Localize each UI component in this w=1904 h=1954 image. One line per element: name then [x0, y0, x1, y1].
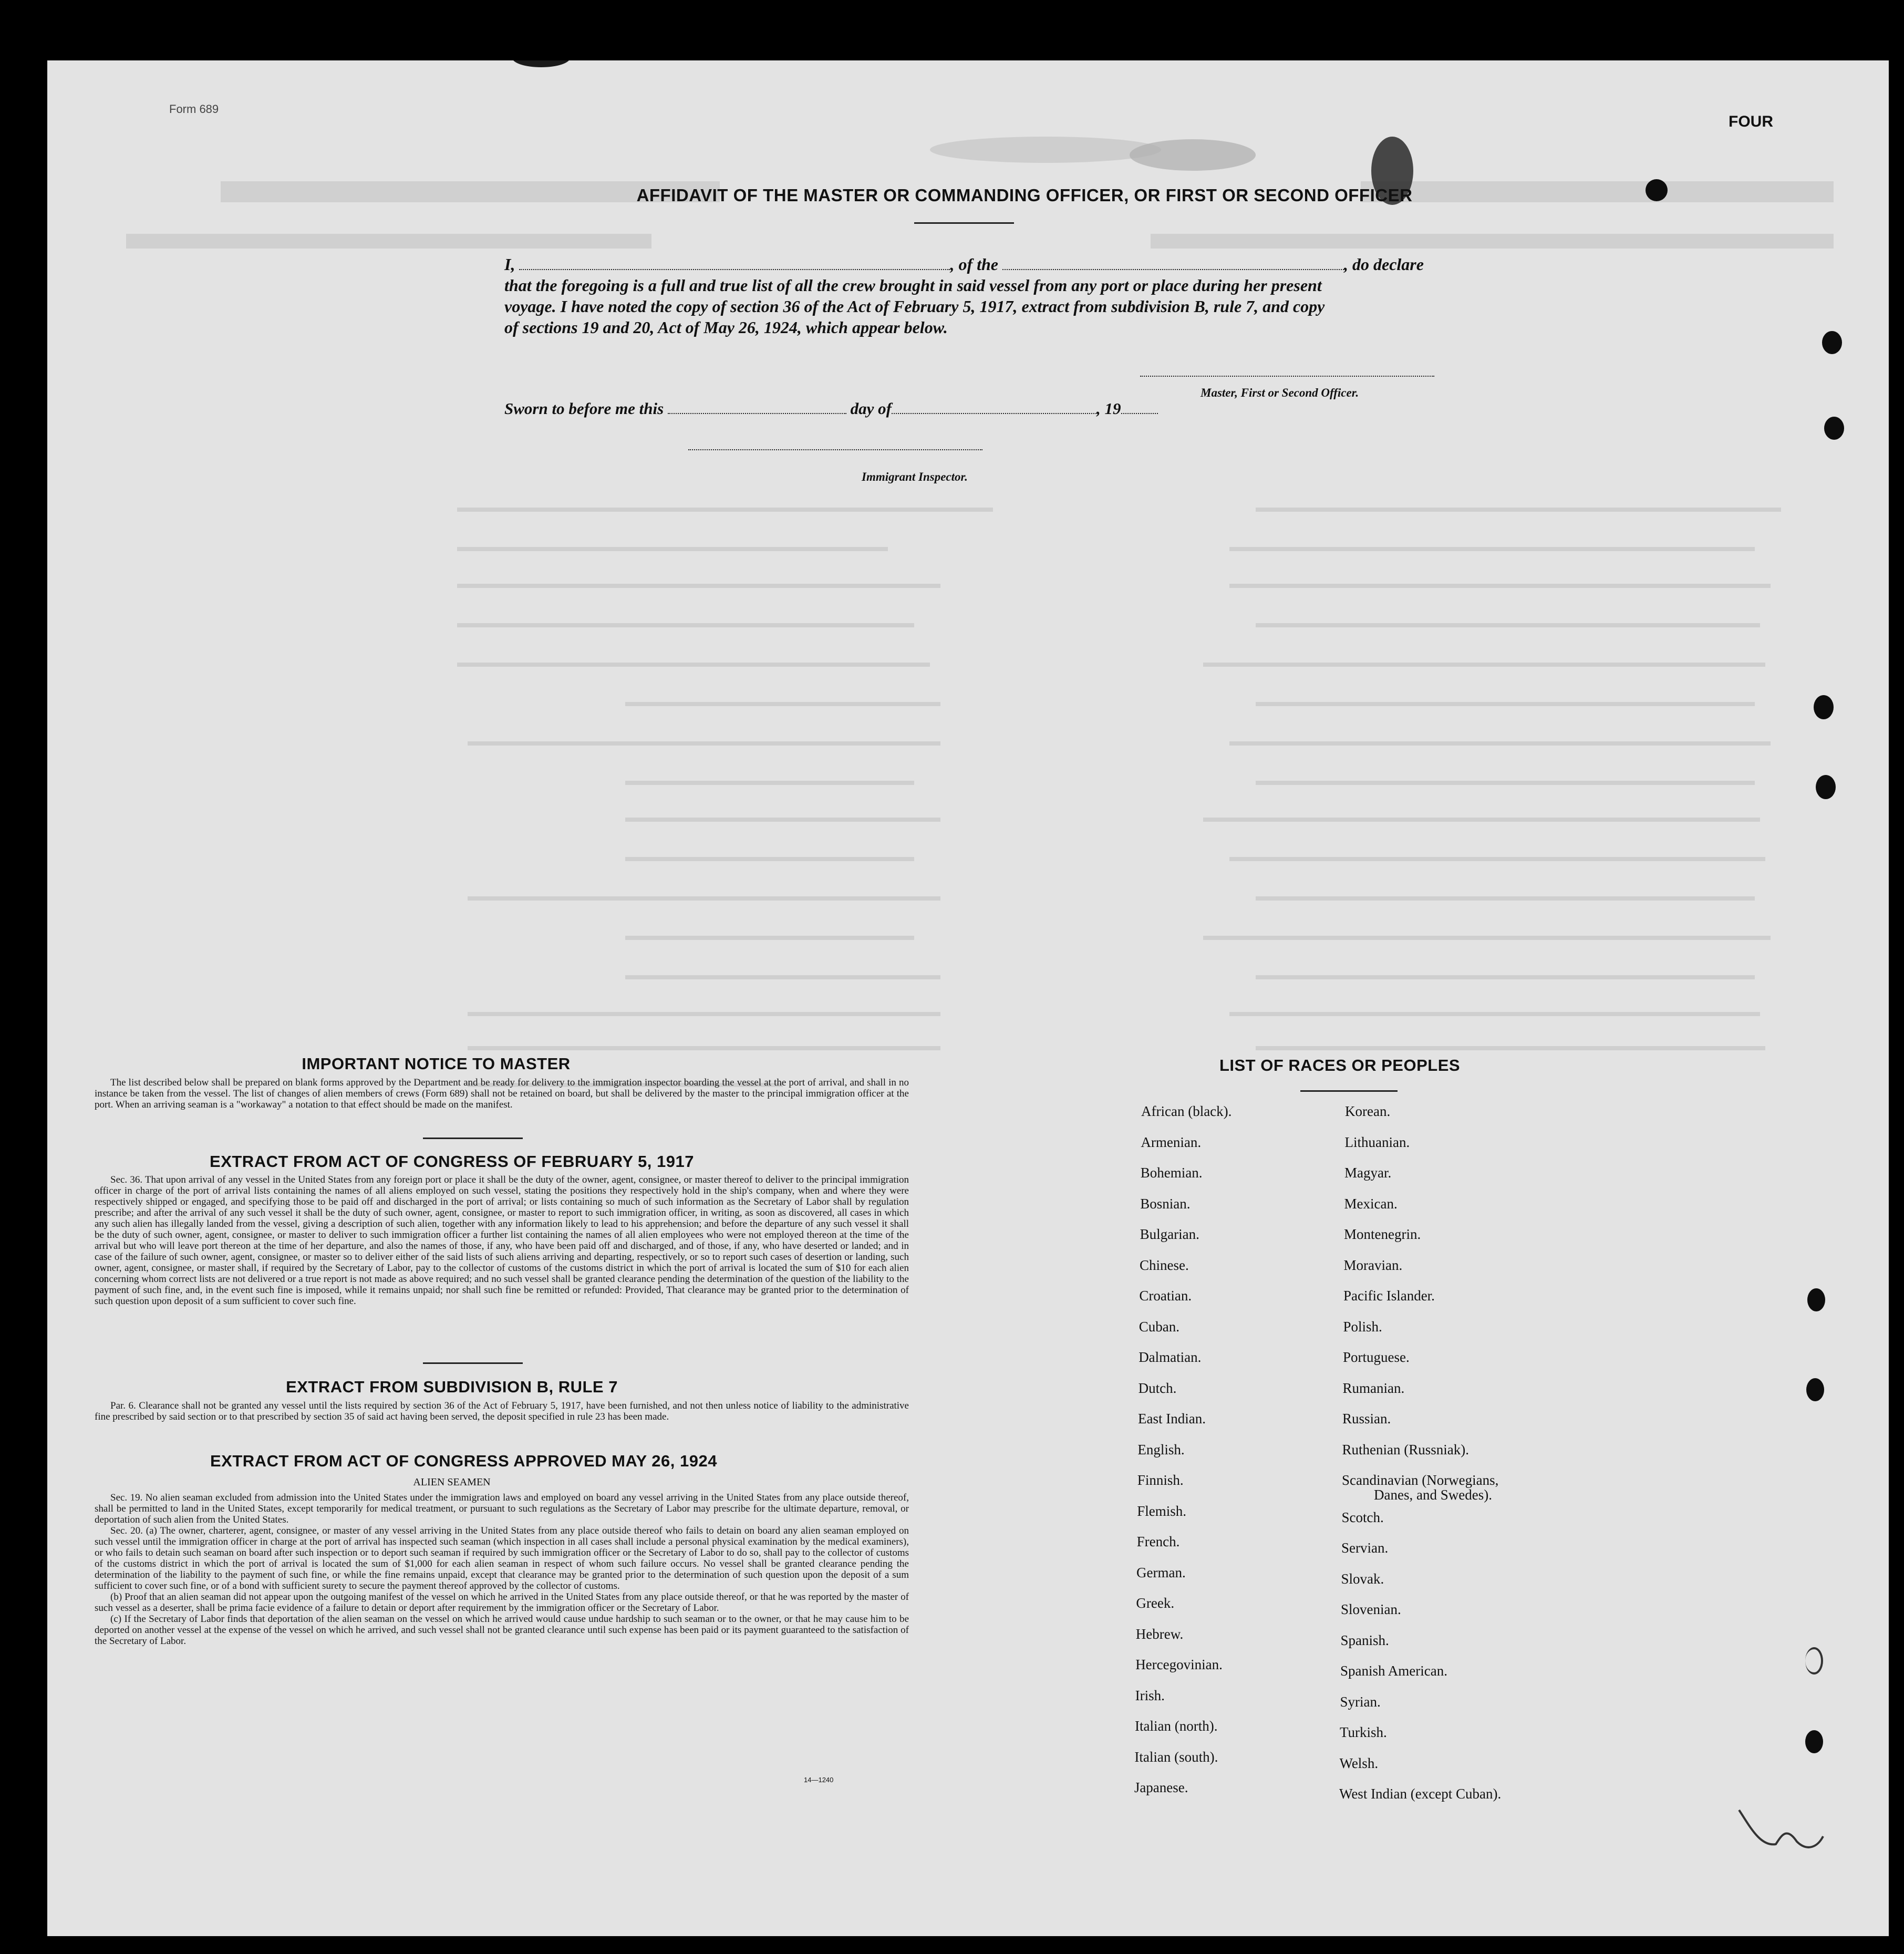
inspector-signature-field[interactable]	[688, 449, 982, 450]
extract-1924-text	[95, 1492, 909, 1647]
race-item: Servian.	[1341, 1540, 1389, 1556]
section-36-paragraph: Sec. 36. That upon arrival of any vessel in the United States from any foreign port or place it shall be the duty of the owner, agent, consignee, or master thereof to deliver to the principal immigration officer in charge of the port of arrival lists containing the names of all aliens employed on such vessel, stating the positions they respectively hold in the ship's company, when and where they were respectively shipped or engaged, and specifying those to be paid off and discharged in the port of arrival; or lists containing so much of such information as the Secretary of Labor shall by regulation prescribe; and after the arrival of any such vessel it shall be the duty of such owner, agent, consignee, or master to report to such immigration officer, in writing, as soon as discovered, all cases in which any such alien has illegally landed from the vessel, giving a description of such alien, together with any information likely to lead to his apprehension; and before the departure of any such vessel it shall be the duty of such owner, agent, consignee, or master to deliver to such immigration officer a further list containing the names of all alien employees who were not employed thereon at the time of the arrival but who will leave port thereon at the time of her departure, and also the names of those, if any, who have been paid off and discharged, and of those, if any, who have deserted or landed; and in case of the failure of such owner, agent, consignee, or master so to deliver either of the said lists of such aliens arriving and departing, respectively, or so to report such cases of desertion or landing, such owner, agent, consignee, or master shall, if required by the Secretary of Labor, pay to the collector of customs of the customs district in which the port of arrival is located the sum of $10 for each alien concerning whom correct lists are not delivered or a true report is not made as above required; and no such vessel shall be granted clearance pending the determination of the question of the liability to the payment of such fine, and, in the event such fine is imposed, while it remains unpaid; nor shall such fine be remitted or refunded: Provided, That clearance may be granted prior to the determination of such question upon deposit of a sum sufficient to cover such fine.	[95, 1174, 909, 1307]
race-item: Syrian.	[1340, 1693, 1381, 1710]
sworn-month-field[interactable]	[892, 413, 1096, 414]
notice-title: IMPORTANT NOTICE TO MASTER	[302, 1054, 571, 1073]
race-item: Chinese.	[1140, 1257, 1189, 1273]
race-item: English.	[1137, 1441, 1185, 1457]
race-item: Spanish.	[1340, 1632, 1389, 1648]
punch-hole	[1807, 1288, 1825, 1311]
extract-1917-title: EXTRACT FROM ACT OF CONGRESS OF FEBRUARY 5, 1917	[210, 1152, 694, 1171]
race-item: Turkish.	[1340, 1724, 1387, 1740]
race-item: Finnish.	[1137, 1472, 1184, 1488]
race-item: Bosnian.	[1140, 1195, 1191, 1212]
divider	[423, 1362, 523, 1364]
race-item: Slovak.	[1341, 1570, 1384, 1587]
race-item: Welsh.	[1339, 1755, 1379, 1771]
section-20c-paragraph: (c) If the Secretary of Labor finds that deportation of the alien seaman on the vessel on which he arrived would cause undue hardship to such seaman or to the owner, or that he may cause him to be deported on another vessel at the expense of the vessel on which he arrived, and such vessel shall not be granted clearance until such expense has been paid or its payment guaranteed to the satisfaction of the Secretary of Labor.	[95, 1614, 909, 1647]
race-item: French.	[1136, 1534, 1180, 1549]
declare-label: , do declare	[1344, 255, 1424, 274]
affidavit-line-4: of sections 19 and 20, Act of May 26, 1924, which appear below.	[504, 318, 948, 337]
race-item: Lithuanian.	[1344, 1134, 1410, 1150]
race-item: Italian (north).	[1135, 1718, 1218, 1734]
race-item: Scotch.	[1341, 1509, 1384, 1525]
declarant-label: I,	[504, 255, 515, 274]
race-item: West Indian (except Cuban).	[1339, 1786, 1502, 1802]
race-item: Montenegrin.	[1344, 1226, 1421, 1242]
race-item: Bohemian.	[1140, 1165, 1203, 1181]
affidavit-line-2: that the foregoing is a full and true list of all the crew brought in said vessel from any port or place during her present	[504, 276, 1322, 295]
vessel-label: , of the	[950, 255, 998, 274]
year-label: , 19	[1096, 399, 1121, 418]
race-item: Italian (south).	[1134, 1749, 1218, 1765]
section-20b-paragraph: (b) Proof that an alien seaman did not appear upon the outgoing manifest of the vessel on which he arrived in the United States from any place outside thereof, or that he was reported by the master of such vessel as a deserter, shall be prima facie evidence of a failure to detain or deport after requirement by the immigration officer or the Secretary of Labor.	[95, 1591, 909, 1614]
notice-paragraph: The list described below shall be prepared on blank forms approved by the Department and be ready for delivery to the immigration inspector boarding the vessel at the port of arrival, and shall in no instance be taken from the vessel. The list of changes of alien members of crews (Form 689) shall not be retained on board, but shall be delivered by the master to the principal immigration officer at the port. When an arriving seaman is a "workaway" a notation to that effect should be made on the manifest.	[95, 1077, 909, 1110]
master-signature-field[interactable]	[1140, 376, 1434, 377]
race-item: Rumanian.	[1342, 1380, 1405, 1396]
inspector-label: Immigrant Inspector.	[862, 470, 968, 483]
extract-1924-title: EXTRACT FROM ACT OF CONGRESS APPROVED MAY 26, 1924	[210, 1452, 717, 1470]
race-item: Hercegovinian.	[1135, 1657, 1223, 1672]
day-of-label: day of	[850, 399, 892, 418]
race-item: Flemish.	[1137, 1503, 1186, 1519]
punch-hole	[1646, 179, 1668, 201]
race-item: Scandinavian (Norwegians,	[1342, 1472, 1499, 1488]
alien-seamen-subtitle: ALIEN SEAMEN	[413, 1476, 491, 1488]
race-item: Hebrew.	[1135, 1626, 1184, 1642]
race-item: Cuban.	[1139, 1318, 1180, 1335]
vessel-name-field[interactable]	[1002, 269, 1344, 270]
race-item: Portuguese.	[1343, 1349, 1410, 1365]
race-item: Bulgarian.	[1140, 1226, 1199, 1242]
race-item: Moravian.	[1343, 1257, 1403, 1273]
race-item: Greek.	[1136, 1595, 1175, 1611]
race-item: East Indian.	[1138, 1411, 1206, 1426]
punch-hole	[1805, 1730, 1823, 1753]
race-item: Dutch.	[1138, 1380, 1177, 1396]
race-item: Spanish American.	[1340, 1663, 1447, 1679]
race-item: Croatian.	[1139, 1288, 1192, 1304]
bleed-through-background	[47, 60, 1889, 1936]
race-item: Mexican.	[1344, 1195, 1398, 1212]
sworn-date-field[interactable]	[668, 413, 846, 414]
race-item: African (black).	[1141, 1103, 1232, 1119]
races-title: LIST OF RACES OR PEOPLES	[1219, 1056, 1461, 1074]
race-item: Armenian.	[1141, 1134, 1202, 1150]
section-19-paragraph: Sec. 19. No alien seaman excluded from admission into the United States under the immigration laws and employed on board any vessel arriving in the United States from any place outside thereof, shall be permitted to land in the United States, except temporarily for medical treatment, or pursuant to such regulations as the Secretary of Labor may prescribe for the ultimate departure, removal, or deportation of such alien from the United States.	[95, 1492, 909, 1525]
section-20a-paragraph: Sec. 20. (a) The owner, charterer, agent, consignee, or master of any vessel arriving in the United States from any place outside thereof who fails to detain on board any alien seaman employed on such vessel until the immigration officer in charge at the port of arrival has inspected such seaman (which inspection in all cases shall include a personal physical examination by the medical examiners), or who fails to detain such seaman on board after such inspection or to deport such seaman if required by such immigration officer or the Secretary of Labor to do so, shall pay to the collector of customs of the customs district in which the port of arrival is located the sum of $1,000 for each alien seaman in respect of whom such failure occurs. No vessel shall be granted clearance pending the determination of the liability to the payment of such fine, or while the fine remains unpaid, except that clearance may be granted prior to the determination of such question upon the deposit of a sum sufficient to cover such fine, or of a bond with sufficient surety to secure the payment thereof approved by the collector of customs.	[95, 1525, 909, 1591]
paragraph-6: Par. 6. Clearance shall not be granted any vessel until the lists required by section 36 of the Act of February 5, 1917, have been furnished, and not then unless notice of liability to the administrative fine prescribed by said section or to that prescribed by section 35 of said act having been served, the deposit specified in rule 23 has been made.	[95, 1400, 909, 1422]
race-item: Irish.	[1135, 1687, 1165, 1703]
divider	[1300, 1090, 1398, 1092]
punch-hole	[1814, 695, 1834, 719]
punch-hole	[1824, 417, 1844, 440]
race-item-continuation: Danes, and Swedes).	[1374, 1487, 1492, 1503]
sheet-number: FOUR	[1729, 113, 1773, 130]
punch-hole	[1822, 331, 1842, 354]
notice-text	[95, 1077, 909, 1110]
race-item: Korean.	[1345, 1103, 1391, 1119]
punch-hole	[1816, 775, 1836, 799]
race-item: Russian.	[1342, 1411, 1391, 1426]
affidavit-line-1	[504, 255, 1424, 274]
print-code: 14—1240	[804, 1776, 834, 1784]
form-number: Form 689	[169, 102, 219, 116]
extract-1917-text	[95, 1174, 909, 1307]
sworn-year-field[interactable]	[1121, 413, 1158, 414]
affidavit-title: AFFIDAVIT OF THE MASTER OR COMMANDING OFFICER, OR FIRST OR SECOND OFFICER	[636, 185, 1413, 205]
race-item: Magyar.	[1344, 1165, 1392, 1181]
race-item: Slovenian.	[1341, 1601, 1401, 1617]
punch-hole	[1806, 1378, 1824, 1401]
race-item: Japanese.	[1134, 1780, 1188, 1795]
divider	[914, 222, 1014, 224]
race-item: Ruthenian (Russniak).	[1342, 1441, 1469, 1457]
race-item: Polish.	[1343, 1318, 1382, 1335]
race-item: Pacific Islander.	[1343, 1288, 1435, 1304]
declarant-name-field[interactable]	[519, 269, 950, 270]
extract-rule7-title: EXTRACT FROM SUBDIVISION B, RULE 7	[286, 1378, 618, 1396]
affidavit-line-3: voyage. I have noted the copy of section 36 of the Act of February 5, 1917, extract from subdivision B, rule 7, and copy	[504, 297, 1325, 316]
divider	[423, 1138, 523, 1139]
form-page	[47, 60, 1889, 1936]
race-item: German.	[1136, 1564, 1186, 1580]
extract-rule7-text	[95, 1400, 909, 1422]
race-item: Dalmatian.	[1139, 1349, 1202, 1365]
sworn-line	[504, 399, 1158, 418]
races-list	[1134, 1103, 1608, 1802]
sworn-label: Sworn to before me this	[504, 399, 664, 418]
punch-hole	[1805, 1647, 1823, 1674]
master-signature-label: Master, First or Second Officer.	[1201, 386, 1359, 399]
